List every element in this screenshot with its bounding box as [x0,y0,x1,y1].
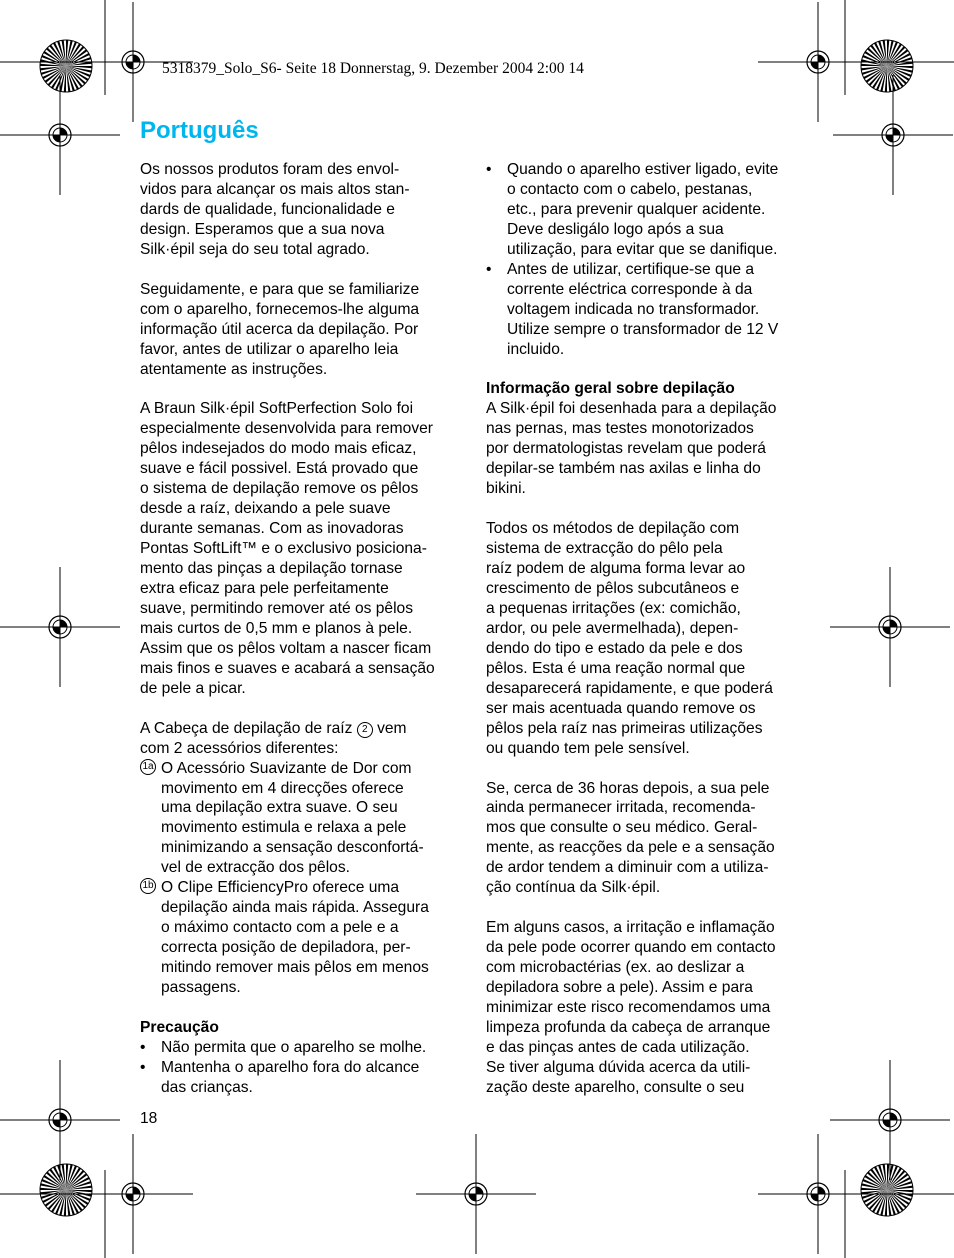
bullet-icon: • [140,1058,146,1076]
circled-1a-icon: 1a [140,759,156,775]
info-paragraph-2: Todos os métodos de depilação com sistema de extracção do pêlo pela raíz podem de alguma forma levar ao crescimento de pêlos subcutâneos e a pequenas irritações (ex: comichão, ardor, ou pele avermelhada), depen- dendo do tipo e estado da pele e dos pêlos. Esta é uma reação normal que desaparecerá rapidamente, e que poderá ser mais acentuada quando remove os pêlos pela raíz nas primeiras utilizações ou quando tem pele sensível. [486,520,773,757]
accessories-intro [140,719,468,759]
product-description-paragraph: A Braun Silk·épil SoftPerfection Solo foi especialmente desenvolvida para remover pêlos indesejados do modo mais eficaz, suave e fácil possivel. Está provado que o sistema de depilação remove os pêlos desde a raíz, deixando a pele suave durante semanas. Com as inovadoras Pontas SoftLift™ e o exclusivo posiciona- mento das pinças a depilação tornase extra eficaz para pele perfeitamente suave, permitindo remover até os pêlos mais curtos de 0,5 mm e planos à pele. Assim que os pêlos voltam a nascer ficam mais finos e suaves e acabará a sensação de pele a picar. [140,400,435,697]
registration-crosshair-icon [0,567,120,687]
accessory-1b-text: O Clipe EfficiencyPro oferece uma depilação ainda mais rápida. Assegura o máximo contacto com a pele e a correcta posição de depiladora, per- mitindo remover mais pêlos em menos passagens. [161,879,429,997]
precaution-bullet-2 [140,1058,468,1098]
accessories-intro-line2: com 2 acessórios diferentes: [140,739,339,757]
accessory-1a-text: O Acessório Suavizante de Dor com movimento em 4 direcções oferece uma depilação extra suave. O seu movimento estimula e relaxa a pele minimizando a sensação desconfortá- vel de extracção dos pêlos. [161,759,424,877]
familiarize-paragraph: Seguidamente, e para que se familiarize com o aparelho, fornecemos-lhe alguma informação útil acerca da depilação. Por favor, antes de utilizar o aparelho leia atentamente as instruções. [140,280,420,378]
starburst-target-icon [861,1164,913,1216]
intro-paragraph: Os nossos produtos foram des envol- vidos para alcançar os mais altos stan- dards de qualidade, funcionalidade e design. Esperamos que a sua nova Silk·épil seja do seu total agrado. [140,161,410,258]
right-column [486,160,814,1098]
precaution-heading: Precaução [140,1018,219,1036]
starburst-target-icon [40,1164,92,1216]
starburst-target-icon [861,40,913,92]
info-paragraph-3: Se, cerca de 36 horas depois, a sua pele ainda permanecer irritada, recomenda- mos que consulte o seu médico. Geral- mente, as reacções da pele e a sensação de ardor tendem a diminuir com a utiliza- ção contínua da Silk·épil. [486,779,775,897]
accessory-item-1a [140,759,468,879]
accessories-intro-text: A Cabeça de depilação de raíz [140,719,353,737]
bullet-icon: • [486,260,492,278]
precaution-bullet-1 [140,1038,468,1058]
info-paragraph-1: A Silk·épil foi desenhada para a depilação nas pernas, mas testes monotorizados por dermatologistas revelam que poderá depilar-se também nas axilas e linha do bikini. [486,400,777,498]
left-column [140,160,468,1098]
registration-crosshair-icon [758,2,878,122]
precaution-bullet-3 [486,160,814,260]
registration-crosshair-icon [0,1060,120,1180]
bullet-icon: • [140,1038,146,1056]
registration-crosshair-icon [833,75,953,195]
registration-crosshair-icon [416,1134,536,1254]
precaution-1-text: Não permita que o aparelho se molhe. [161,1038,427,1056]
precaution-2-text: Mantenha o aparelho fora do alcance das crianças. [161,1058,420,1096]
accessory-item-1b [140,878,468,998]
registration-crosshair-icon [830,567,950,687]
info-heading: Informação geral sobre depilação [486,380,735,398]
info-paragraph-4: Em alguns casos, a irritação e inflamação da pele pode ocorrer quando em contacto com microbactérias (ex. ao deslizar a depiladora sobre a pele). Assim e para minimizar este risco recomendamos uma limpeza profunda da cabeça de arranque e das pinças antes de cada utilização. Se tiver alguma dúvida acerca da utili- zação deste aparelho, consulte o seu [486,919,776,1096]
page-title: Português [140,117,259,144]
bullet-icon: • [486,161,492,178]
accessories-intro-end: vem [372,719,407,737]
registration-crosshair-icon [73,1134,193,1254]
registration-crosshair-icon [0,75,120,195]
precaution-4-text: Antes de utilizar, certifique-se que a corrente eléctrica corresponde à da voltagem indicada no transformador. Utilize sempre o transformador de 12 V incluido. [507,260,779,358]
precaution-bullet-4 [486,260,814,360]
starburst-target-icon [40,40,92,92]
circled-number-2-icon: 2 [357,722,373,738]
registration-crosshair-icon [830,1060,950,1180]
precaution-3-text: Quando o aparelho estiver ligado, evite o contacto com o cabelo, pestanas, etc., para prevenir qualquer acidente. Deve desligálo logo após a sua utilização, para evitar que se danifique. [507,161,779,258]
registration-crosshair-icon [758,1134,878,1254]
print-slug-header: 5318379_Solo_S6- Seite 18 Donnerstag, 9. Dezember 2004 2:00 14 [162,60,584,77]
circled-1b-icon: 1b [140,878,156,894]
page-number: 18 [140,1110,158,1127]
